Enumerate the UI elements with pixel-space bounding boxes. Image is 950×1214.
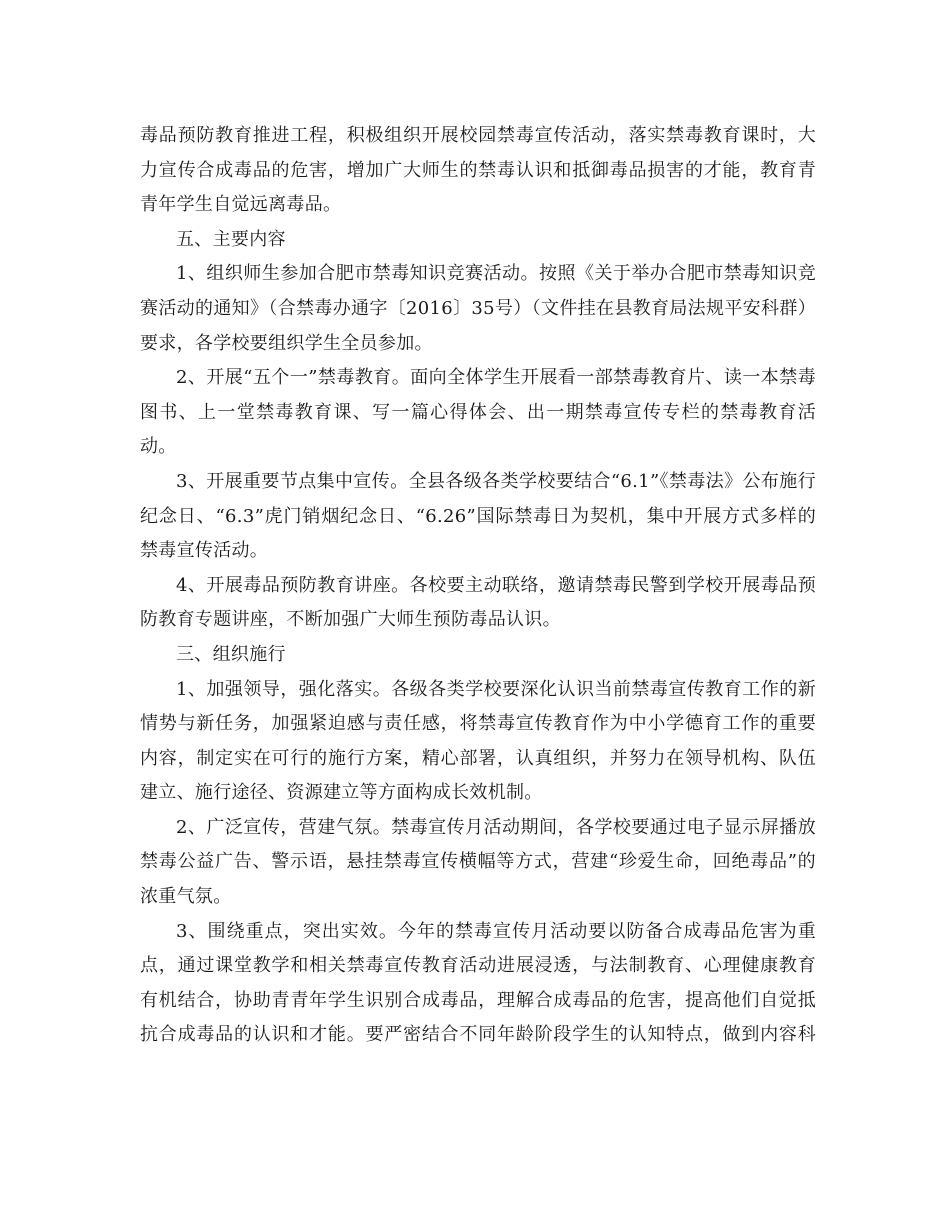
document-body (140, 119, 816, 1053)
section-heading-implementation: 三、组织施行 (176, 643, 286, 665)
paragraph-item-4-lectures: 4、开展毒品预防教育讲座。各校要主动联络，邀请禁毒民警到学校开展毒品预防教育专题讲座，不断加强广大师生预防毒品认识。 (140, 574, 816, 631)
paragraph-impl-3-focus: 3、围绕重点，突出实效。今年的禁毒宣传月活动要以防备合成毒品危害为重点，通过课堂教学和相关禁毒宣传教育活动进展浸透，与法制教育、心理健康教育有机结合，协助青青年学生识别合成毒品，理解合成毒品的危害，提高他们自觉抵抗合成毒品的认识和才能。要严密结合不同年龄阶段学生的认知特点，做到内容科 (140, 920, 816, 1046)
paragraph-item-1-quiz: 1、组织师生参加合肥市禁毒知识竞赛活动。按照《关于举办合肥市禁毒知识竞赛活动的通知》（合禁毒办通字〔2016〕35号）（文件挂在县教育局法规平安科群）要求，各学校要组织学生全员参加。 (140, 263, 816, 354)
section-heading-main-content: 五、主要内容 (176, 228, 286, 250)
paragraph-continuation: 毒品预防教育推进工程，积极组织开展校园禁毒宣传活动，落实禁毒教育课时，大力宣传合成毒品的危害，增加广大师生的禁毒认识和抵御毒品损害的才能，教育青青年学生自觉远离毒品。 (140, 125, 816, 216)
paragraph-impl-1-leadership: 1、加强领导，强化落实。各级各类学校要深化认识当前禁毒宣传教育工作的新情势与新任务，加强紧迫感与责任感，将禁毒宣传教育作为中小学德育工作的重要内容，制定实在可行的施行方案，精心部署，认真组织，并努力在领导机构、队伍建立、施行途径、资源建立等方面构成长效机制。 (140, 678, 816, 804)
paragraph-impl-2-publicity: 2、广泛宣传，营建气氛。禁毒宣传月活动期间，各学校要通过电子显示屏播放禁毒公益广告、警示语，悬挂禁毒宣传横幅等方式，营建“珍爱生命，回绝毒品”的浓重气氛。 (140, 816, 816, 908)
paragraph-item-3-key-dates: 3、开展重要节点集中宣传。全县各级各类学校要结合“6.1”《禁毒法》公布施行纪念日、“6.3”虎门销烟纪念日、“6.26”国际禁毒日为契机，集中开展方式多样的禁毒宣传活动。 (140, 470, 816, 562)
paragraph-item-2-five-ones: 2、开展“五个一”禁毒教育。面向全体学生开展看一部禁毒教育片、读一本禁毒图书、上一堂禁毒教育课、写一篇心得体会、出一期禁毒宣传专栏的禁毒教育活动。 (140, 367, 816, 458)
